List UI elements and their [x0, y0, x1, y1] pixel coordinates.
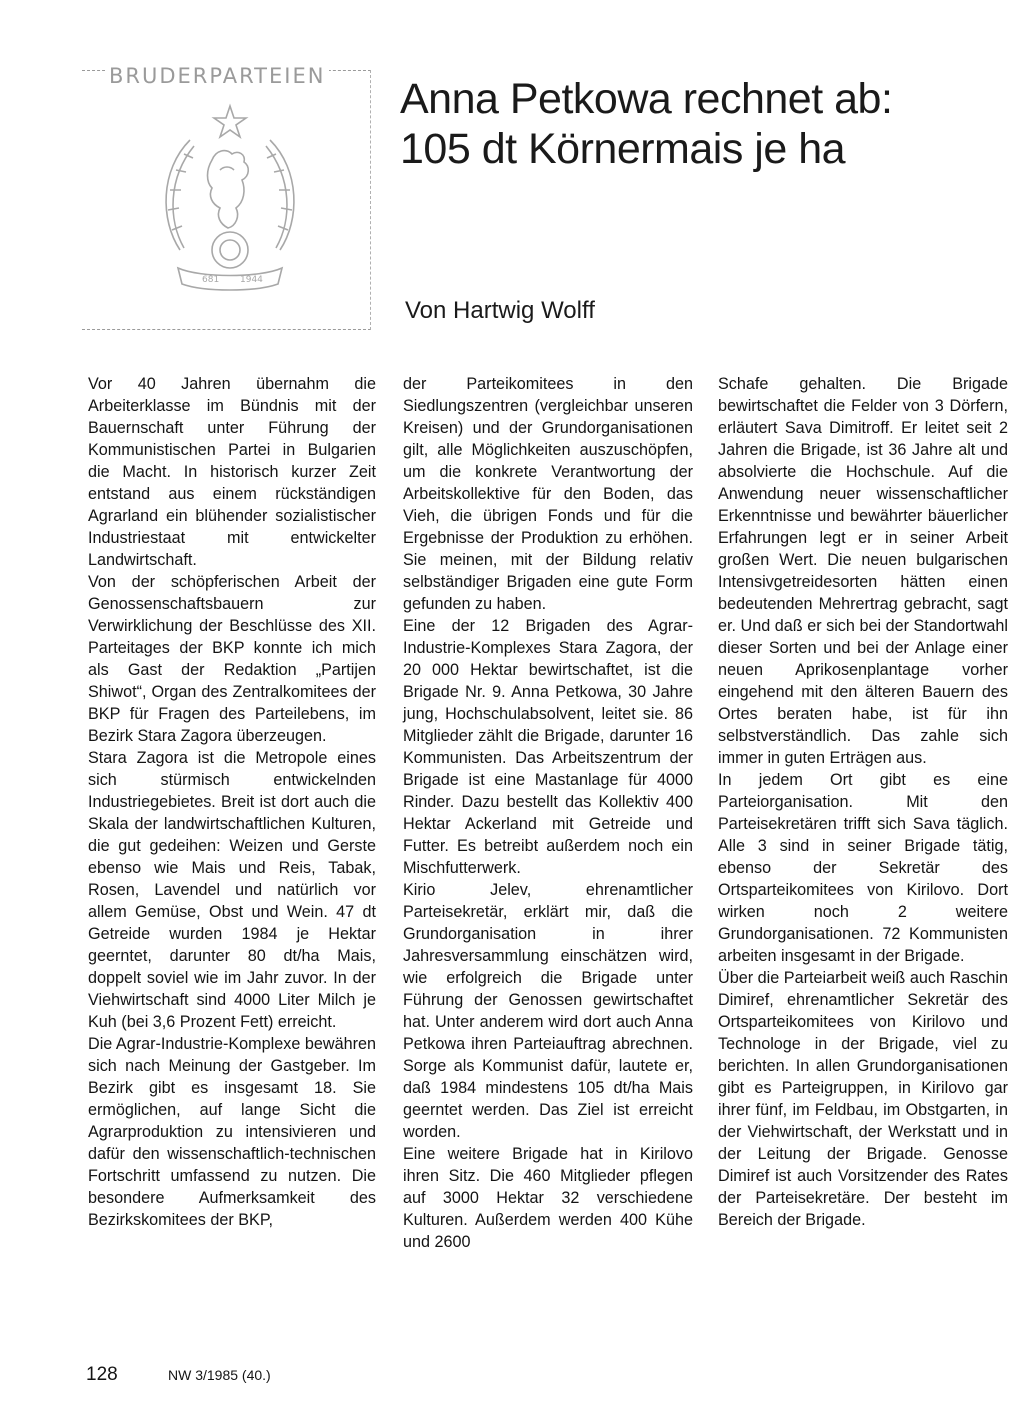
paragraph: Eine weitere Brigade hat in Kirilovo ihren Sitz. Die 460 Mitglieder pflegen auf 3000 Hektar 32 verschiedene Kulturen. Außerdem werden 400 Kühe und 2600	[403, 1145, 693, 1251]
paragraph: In jedem Ort gibt es eine Parteiorganisation. Mit den Parteisekretären trifft sich Sava täglich. Alle 3 sind in seiner Brigade tätig, ebenso der Sekretär des Ortsparteikomitees von Kirilovo. Dort wirken noch 2 weitere Grundorganisationen. 72 Kommunisten arbeiten insgesamt in der Brigade.	[718, 771, 1008, 965]
emblem-year-left: 681	[202, 275, 220, 285]
article-title	[400, 74, 1000, 174]
text-column-1	[88, 373, 376, 1231]
text-column-2	[403, 373, 693, 1253]
text-column-3	[718, 373, 1008, 1231]
paragraph: Eine der 12 Brigaden des Agrar-Industrie-Komplexes Stara Zagora, der 20 000 Hektar bewirtschaftet, ist die Brigade Nr. 9. Anna Petkowa, 30 Jahre jung, Hochschulabsolvent, leitet sie. 86 Mitglieder zählt die Brigade, darunter 16 Kommunisten. Das Arbeitszentrum der Brigade ist eine Mastanlage für 4000 Rinder. Dazu bestellt das Kollektiv 400 Hektar Ackerland mit Getreide und Futter. Es betreibt außerdem noch ein Mischfutterwerk.	[403, 617, 693, 877]
paragraph: Kirio Jelev, ehrenamtlicher Parteisekretär, erklärt mir, daß die Grundorganisation in ihrer Jahresversammlung einschätzen wird, wie erfolgreich die Brigade unter Führung der Genossen gewirtschaftet hat. Unter anderem wird dort auch Anna Petkowa ihren Parteiauftrag abrechnen. Sorge als Kommunist dafür, lautete er, daß 1984 mindestens 105 dt/ha Mais geerntet werden. Das Ziel ist erreicht worden.	[403, 881, 693, 1141]
page-number: 128	[86, 1364, 118, 1385]
paragraph: Die Agrar-Industrie-Komplexe bewähren sich nach Meinung der Gastgeber. Im Bezirk gibt es insgesamt 18. Sie ermöglichen, auf lange Sicht die Agrarproduktion zu intensivieren und dafür den wissenschaftlich-technischen Fortschritt umfassend zu nutzen. Die besondere Aufmerksamkeit des Bezirkskomitees der BKP,	[88, 1035, 376, 1229]
section-stamp-label: BRUDERPARTEIEN	[105, 64, 329, 88]
bulgarian-state-emblem-icon	[150, 100, 310, 300]
paragraph: der Parteikomitees in den Siedlungszentren (vergleichbar unseren Kreisen) und der Grundorganisationen gilt, alle Möglichkeiten auszuschöpfen, um die konkrete Verantwortung der Arbeitskollektive für den Boden, das Vieh, die übrigen Fonds und für die Ergebnisse der Produktion zu erhöhen. Sie meinen, mit der Bildung relativ selbständiger Brigaden eine gute Form gefunden zu haben.	[403, 375, 693, 613]
emblem-year-right: 1944	[240, 275, 263, 285]
article-title-line-1: Anna Petkowa rechnet ab:	[400, 75, 893, 123]
paragraph: Vor 40 Jahren übernahm die Arbeiterklasse im Bündnis mit der Bauernschaft unter Führung der Kommunistischen Partei in Bulgarien die Macht. In historisch kurzer Zeit entstand aus einem rückständigen Agrarland ein blühender sozialistischer Industriestaat mit entwickelter Landwirtschaft.	[88, 375, 376, 569]
article-title-line-2: 105 dt Körnermais je ha	[400, 125, 846, 173]
paragraph: Schafe gehalten. Die Brigade bewirtschaftet die Felder von 3 Dörfern, erläutert Sava Dimitroff. Er leitet seit 2 Jahren die Brigade, ist 36 Jahre alt und absolvierte die Hochschule. Auf die Anwendung neuer wissenschaftlicher Erkenntnisse und bewährter bäuerlicher Erfahrungen legt er in seiner Arbeit großen Wert. Die neuen bulgarischen Intensivgetreidesorten hätten einen bedeutenden Mehrertrag gebracht, sagt er. Und daß er sich bei der Standortwahl dieser Sorten und bei der Anlage einer neuen Aprikosenplantage vorher eingehend mit den älteren Bauern des Ortes beraten habe, ist für ihn selbstverständlich. Das zahle sich immer in guten Erträgen aus.	[718, 375, 1008, 767]
paragraph: Von der schöpferischen Arbeit der Genossenschaftsbauern zur Verwirklichung der Beschlüsse des XII. Parteitages der BKP konnte ich mich als Gast der Redaktion „Partijen Shiwot“, Organ des Zentralkomitees der BKP für Fragen des Parteilebens, im Bezirk Stara Zagora überzeugen.	[88, 573, 376, 745]
issue-reference: NW 3/1985 (40.)	[168, 1367, 271, 1383]
paragraph: Stara Zagora ist die Metropole eines sich stürmisch entwickelnden Industriegebietes. Breit ist dort auch die Skala der landwirtschaftlichen Kulturen, die gut gedeihen: Weizen und Gerste ebenso wie Mais und Reis, Tabak, Rosen, Lavendel und natürlich vor allem Gemüse, Obst und Wein. 47 dt Getreide wurden 1984 je Hektar geerntet, darunter 80 dt/ha Mais, doppelt soviel wie im Jahr zuvor. In der Viehwirtschaft sind 4000 Liter Milch je Kuh (bei 3,6 Prozent Fett) erreicht.	[88, 749, 376, 1031]
article-byline: Von Hartwig Wolff	[405, 297, 595, 324]
paragraph: Über die Parteiarbeit weiß auch Raschin Dimiref, ehrenamtlicher Sekretär des Ortsparteikomitees von Kirilovo und Technologe in der Brigade, viel zu berichten. In allen Grundorganisationen gibt es Parteigruppen, in Kirilovo gar ihrer fünf, im Feldbau, im Obstgarten, in der Viehwirtschaft, der Werkstatt und in der Leitung der Brigade. Genosse Dimiref ist auch Vorsitzender des Rates der Parteisekretäre. Der besteht im Bereich der Brigade.	[718, 969, 1008, 1229]
